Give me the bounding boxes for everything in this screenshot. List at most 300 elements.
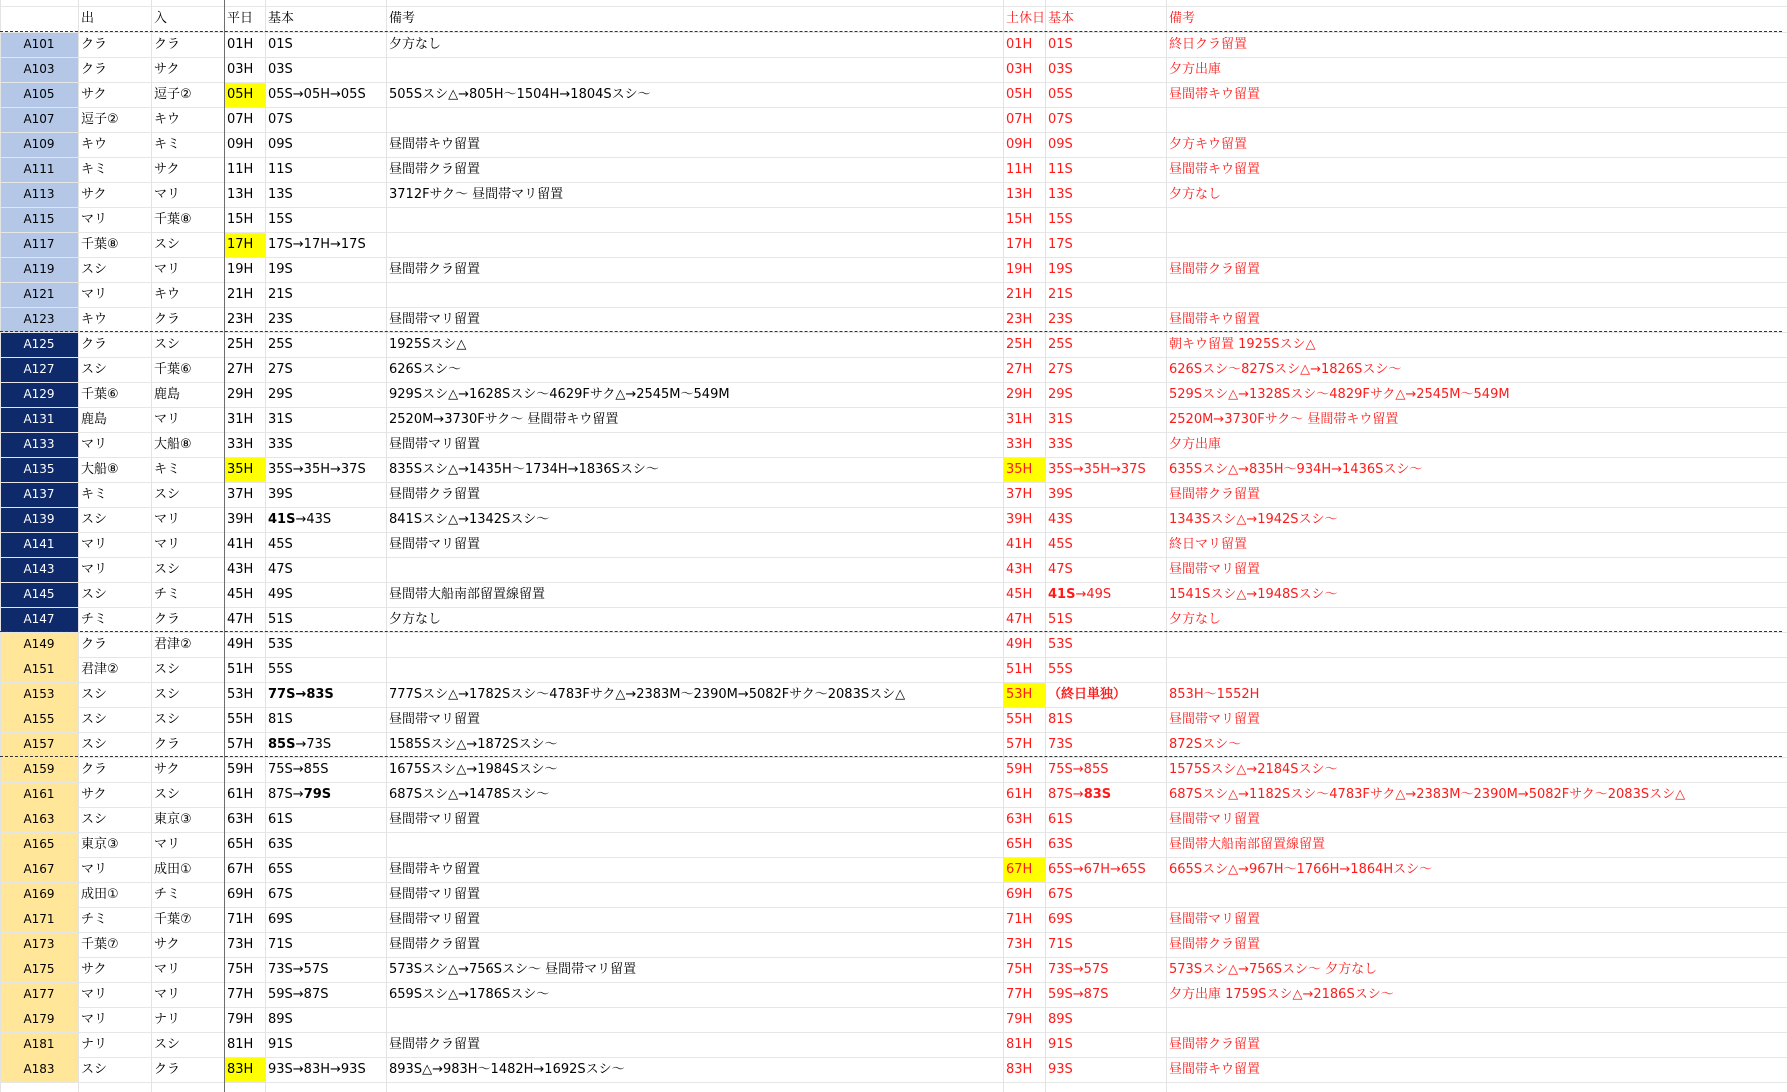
cell-wd[interactable]: 53H <box>227 687 254 702</box>
cell-we-note[interactable]: 終日マリ留置 <box>1169 537 1248 552</box>
cell-wd[interactable]: 77H <box>227 987 254 1002</box>
cell-out[interactable]: スシ <box>81 687 108 702</box>
cell-wd-note[interactable]: 1675Sスシ△→1984Sスシ～ <box>389 762 558 777</box>
cell-id[interactable]: A125 <box>0 332 78 357</box>
cell-out[interactable]: 千葉⑦ <box>81 937 119 952</box>
cell-in[interactable]: マリ <box>154 962 181 977</box>
cell-we[interactable]: 35H <box>1003 457 1045 482</box>
cell-we-note[interactable] <box>1166 882 1787 907</box>
cell-wd-note[interactable] <box>386 832 1003 857</box>
cell-wd-note[interactable]: 687Sスシ△→1478Sスシ～ <box>389 787 550 802</box>
cell-we-note[interactable]: 853H～1552H <box>1169 687 1260 702</box>
cell-wd-basic[interactable]: 33S <box>268 437 293 452</box>
cell-wd[interactable]: 69H <box>227 887 254 902</box>
cell-out[interactable]: ナリ <box>81 1037 108 1052</box>
cell-id[interactable]: A113 <box>0 182 78 207</box>
cell-we-basic[interactable]: 91S <box>1048 1037 1073 1052</box>
cell-id[interactable]: A121 <box>0 282 78 307</box>
cell-id[interactable]: A169 <box>0 882 78 907</box>
cell-we-note[interactable]: 529Sスシ△→1328Sスシ～4829Fサク△→2545M～549M <box>1169 387 1510 402</box>
cell-we-note[interactable]: 2520M→3730Fサク～ 昼間帯キウ留置 <box>1169 412 1399 427</box>
cell-we-basic[interactable]: 07S <box>1048 112 1073 127</box>
cell-we-note[interactable]: 夕方なし <box>1169 187 1222 202</box>
cell-wd-note[interactable]: 昼間帯マリ留置 <box>389 537 481 552</box>
cell-wd[interactable]: 73H <box>227 937 254 952</box>
cell-we[interactable]: 69H <box>1006 887 1033 902</box>
cell-wd-note[interactable]: 626Sスシ～ <box>389 362 462 377</box>
cell-id[interactable]: A163 <box>0 807 78 832</box>
cell-id[interactable]: A133 <box>0 432 78 457</box>
cell-we-basic[interactable]: 53S <box>1048 637 1073 652</box>
cell-id[interactable]: A151 <box>0 657 78 682</box>
cell-wd[interactable]: 21H <box>227 287 254 302</box>
cell-wd-note[interactable]: 昼間帯マリ留置 <box>389 887 481 902</box>
cell-wd[interactable]: 47H <box>227 612 254 627</box>
cell-out[interactable]: 千葉⑧ <box>81 237 119 252</box>
cell-we[interactable]: 61H <box>1006 787 1033 802</box>
cell-we[interactable]: 01H <box>1006 37 1033 52</box>
cell-we[interactable]: 83H <box>1006 1062 1033 1077</box>
cell-we-note[interactable] <box>1166 282 1787 307</box>
cell-wd[interactable]: 57H <box>227 737 254 752</box>
cell-we-basic[interactable]: 17S <box>1048 237 1073 252</box>
cell-we[interactable]: 03H <box>1006 62 1033 77</box>
cell-we-note[interactable]: 昼間帯クラ留置 <box>1169 262 1261 277</box>
cell-we[interactable]: 57H <box>1006 737 1033 752</box>
cell-we-basic[interactable]: 89S <box>1048 1012 1073 1027</box>
cell-wd[interactable]: 51H <box>227 662 254 677</box>
cell-wd-basic[interactable]: 87S→79S <box>268 787 332 802</box>
cell-we-note[interactable]: 昼間帯マリ留置 <box>1169 712 1261 727</box>
cell-wd-basic[interactable]: 67S <box>268 887 293 902</box>
cell-id[interactable]: A137 <box>0 482 78 507</box>
cell-out[interactable]: サク <box>81 187 107 202</box>
cell-we[interactable]: 15H <box>1006 212 1033 227</box>
cell-in[interactable]: 千葉⑧ <box>154 212 192 227</box>
cell-out[interactable]: スシ <box>81 812 108 827</box>
cell-we-note[interactable]: 1575Sスシ△→2184Sスシ～ <box>1169 762 1338 777</box>
cell-wd[interactable]: 15H <box>227 212 254 227</box>
cell-wd-basic[interactable]: 35S→35H→37S <box>268 462 366 477</box>
cell-in[interactable]: クラ <box>154 612 181 627</box>
cell-out[interactable]: キミ <box>81 162 108 177</box>
cell-in[interactable]: クラ <box>154 1062 181 1077</box>
cell-id[interactable]: A161 <box>0 782 78 807</box>
cell-in[interactable]: クラ <box>154 312 181 327</box>
cell-we[interactable]: 29H <box>1006 387 1033 402</box>
cell-wd-note[interactable] <box>386 232 1003 257</box>
cell-out[interactable]: サク <box>81 87 107 102</box>
cell-wd-note[interactable]: 929Sスシ△→1628Sスシ～4629Fサク△→2545M～549M <box>389 387 730 402</box>
cell-in[interactable]: 逗子② <box>154 87 192 102</box>
cell-we[interactable]: 23H <box>1006 312 1033 327</box>
cell-out[interactable]: 成田① <box>81 887 119 902</box>
cell-we-note[interactable]: 昼間帯マリ留置 <box>1169 912 1261 927</box>
cell-wd-basic[interactable]: 45S <box>268 537 293 552</box>
cell-we[interactable]: 31H <box>1006 412 1033 427</box>
cell-wd-note[interactable] <box>386 1007 1003 1032</box>
cell-wd-note[interactable]: 1585Sスシ△→1872Sスシ～ <box>389 737 558 752</box>
cell-wd-note[interactable] <box>386 207 1003 232</box>
cell-out[interactable]: キミ <box>81 487 108 502</box>
cell-we[interactable]: 17H <box>1006 237 1033 252</box>
cell-we-basic[interactable]: 23S <box>1048 312 1073 327</box>
cell-wd-basic[interactable]: 13S <box>268 187 293 202</box>
cell-wd-note[interactable]: 昼間帯クラ留置 <box>389 262 481 277</box>
cell-wd-basic[interactable]: 73S→57S <box>268 962 329 977</box>
cell-in[interactable]: キウ <box>154 287 181 302</box>
cell-we-note[interactable] <box>1166 232 1787 257</box>
cell-wd-note[interactable]: 昼間帯マリ留置 <box>389 437 481 452</box>
cell-we-basic[interactable]: 05S <box>1048 87 1073 102</box>
cell-wd-note[interactable]: 昼間帯キウ留置 <box>389 137 481 152</box>
cell-wd-note[interactable]: 昼間帯マリ留置 <box>389 312 481 327</box>
cell-wd[interactable]: 03H <box>227 62 254 77</box>
cell-we-basic[interactable]: 69S <box>1048 912 1073 927</box>
cell-we-note[interactable]: 夕方なし <box>1169 612 1222 627</box>
cell-id[interactable]: A165 <box>0 832 78 857</box>
cell-we[interactable]: 09H <box>1006 137 1033 152</box>
cell-wd-basic[interactable]: 23S <box>268 312 293 327</box>
cell-we-basic[interactable]: 01S <box>1048 37 1073 52</box>
cell-id[interactable]: A177 <box>0 982 78 1007</box>
cell-in[interactable]: スシ <box>154 787 181 802</box>
cell-we-basic[interactable]: 93S <box>1048 1062 1073 1077</box>
cell-we-basic[interactable]: 15S <box>1048 212 1073 227</box>
cell-in[interactable]: 千葉⑥ <box>154 362 192 377</box>
cell-we[interactable]: 73H <box>1006 937 1033 952</box>
cell-wd-basic[interactable]: 89S <box>268 1012 293 1027</box>
cell-wd-note[interactable]: 841Sスシ△→1342Sスシ～ <box>389 512 550 527</box>
cell-id[interactable]: A135 <box>0 457 78 482</box>
cell-wd-note[interactable]: 3712Fサク～ 昼間帯マリ留置 <box>389 187 564 202</box>
cell-we[interactable]: 71H <box>1006 912 1033 927</box>
cell-wd[interactable]: 83H <box>224 1057 265 1082</box>
cell-we[interactable]: 79H <box>1006 1012 1033 1027</box>
cell-wd-basic[interactable]: 75S→85S <box>268 762 329 777</box>
cell-we-note[interactable]: 635Sスシ△→835H～934H→1436Sスシ～ <box>1169 462 1423 477</box>
cell-in[interactable]: スシ <box>154 337 181 352</box>
cell-we-note[interactable]: 昼間帯クラ留置 <box>1169 487 1261 502</box>
cell-wd-note[interactable]: 1925Sスシ△ <box>389 337 467 352</box>
cell-out[interactable]: サク <box>81 962 107 977</box>
cell-id[interactable]: A159 <box>0 757 78 782</box>
cell-in[interactable]: スシ <box>154 1037 181 1052</box>
cell-id[interactable]: A157 <box>0 732 78 757</box>
cell-out[interactable]: マリ <box>81 537 108 552</box>
cell-wd-basic[interactable]: 09S <box>268 137 293 152</box>
cell-id[interactable]: A103 <box>0 57 78 82</box>
cell-wd-basic[interactable]: 81S <box>268 712 293 727</box>
cell-wd[interactable]: 07H <box>227 112 254 127</box>
cell-out[interactable]: 東京③ <box>81 837 119 852</box>
cell-id[interactable]: A123 <box>0 307 78 332</box>
cell-wd-note[interactable]: 昼間帯クラ留置 <box>389 937 481 952</box>
cell-wd-basic[interactable]: 29S <box>268 387 293 402</box>
cell-wd[interactable]: 39H <box>227 512 254 527</box>
cell-we-basic[interactable]: 81S <box>1048 712 1073 727</box>
cell-wd-basic[interactable]: 27S <box>268 362 293 377</box>
cell-we-basic[interactable]: 09S <box>1048 137 1073 152</box>
cell-wd[interactable]: 33H <box>227 437 254 452</box>
cell-we[interactable]: 45H <box>1006 587 1033 602</box>
cell-we-basic[interactable]: 51S <box>1048 612 1073 627</box>
cell-we-note[interactable]: 昼間帯キウ留置 <box>1169 87 1261 102</box>
cell-in[interactable]: スシ <box>154 562 181 577</box>
cell-in[interactable]: 千葉⑦ <box>154 912 192 927</box>
cell-out[interactable]: 大船⑧ <box>81 462 119 477</box>
cell-we[interactable]: 19H <box>1006 262 1033 277</box>
cell-we[interactable]: 77H <box>1006 987 1033 1002</box>
cell-wd[interactable]: 75H <box>227 962 254 977</box>
cell-we-basic[interactable]: 47S <box>1048 562 1073 577</box>
cell-id[interactable]: A117 <box>0 232 78 257</box>
cell-id[interactable]: A179 <box>0 1007 78 1032</box>
cell-wd-basic[interactable]: 39S <box>268 487 293 502</box>
cell-in[interactable]: マリ <box>154 537 181 552</box>
cell-we-note[interactable]: 1541Sスシ△→1948Sスシ～ <box>1169 587 1338 602</box>
cell-out[interactable]: クラ <box>81 762 108 777</box>
cell-we[interactable]: 33H <box>1006 437 1033 452</box>
cell-wd[interactable]: 31H <box>227 412 254 427</box>
cell-we-basic[interactable]: 11S <box>1048 162 1073 177</box>
cell-we[interactable]: 41H <box>1006 537 1033 552</box>
cell-we-basic[interactable]: 25S <box>1048 337 1073 352</box>
cell-wd-basic[interactable]: 63S <box>268 837 293 852</box>
cell-out[interactable]: スシ <box>81 362 108 377</box>
cell-wd[interactable]: 29H <box>227 387 254 402</box>
cell-wd-basic[interactable]: 49S <box>268 587 293 602</box>
cell-we-basic[interactable]: 63S <box>1048 837 1073 852</box>
cell-wd-note[interactable]: 777Sスシ△→1782Sスシ～4783Fサク△→2383M～2390M→5082Fサク～2083Sスシ△ <box>389 687 906 702</box>
cell-we[interactable]: 13H <box>1006 187 1033 202</box>
cell-out[interactable]: チミ <box>81 912 108 927</box>
cell-we[interactable]: 11H <box>1006 162 1033 177</box>
cell-wd-basic[interactable]: 19S <box>268 262 293 277</box>
cell-out[interactable]: マリ <box>81 862 108 877</box>
cell-wd-basic[interactable]: 31S <box>268 412 293 427</box>
cell-out[interactable]: マリ <box>81 437 108 452</box>
cell-we[interactable]: 75H <box>1006 962 1033 977</box>
cell-we-basic[interactable]: 31S <box>1048 412 1073 427</box>
cell-id[interactable]: A143 <box>0 557 78 582</box>
cell-in[interactable]: ナリ <box>154 1012 181 1027</box>
cell-wd[interactable]: 63H <box>227 812 254 827</box>
cell-in[interactable]: 君津② <box>154 637 192 652</box>
cell-in[interactable]: マリ <box>154 262 181 277</box>
cell-id[interactable]: A147 <box>0 607 78 632</box>
cell-in[interactable]: クラ <box>154 737 181 752</box>
cell-wd[interactable]: 79H <box>227 1012 254 1027</box>
cell-wd[interactable]: 27H <box>227 362 254 377</box>
cell-out[interactable]: キウ <box>81 312 108 327</box>
cell-wd-basic[interactable]: 59S→87S <box>268 987 329 1002</box>
cell-wd-note[interactable] <box>386 107 1003 132</box>
cell-wd[interactable]: 41H <box>227 537 254 552</box>
cell-out[interactable]: 鹿島 <box>81 412 108 427</box>
cell-we-note[interactable]: 昼間帯大船南部留置線留置 <box>1169 837 1326 852</box>
cell-wd[interactable]: 19H <box>227 262 254 277</box>
cell-we-basic[interactable]: 41S→49S <box>1048 587 1112 602</box>
cell-wd-note[interactable] <box>386 657 1003 682</box>
cell-wd-basic[interactable]: 01S <box>268 37 293 52</box>
cell-wd-note[interactable]: 昼間帯大船南部留置線留置 <box>389 587 546 602</box>
cell-wd-basic[interactable]: 69S <box>268 912 293 927</box>
cell-id[interactable]: A183 <box>0 1057 78 1082</box>
cell-wd-note[interactable]: 昼間帯クラ留置 <box>389 162 481 177</box>
cell-out[interactable]: マリ <box>81 1012 108 1027</box>
cell-in[interactable]: チミ <box>154 587 181 602</box>
cell-wd-basic[interactable]: 91S <box>268 1037 293 1052</box>
cell-we-note[interactable]: 昼間帯マリ留置 <box>1169 562 1261 577</box>
cell-id[interactable]: A127 <box>0 357 78 382</box>
cell-we[interactable]: 21H <box>1006 287 1033 302</box>
cell-we[interactable]: 67H <box>1003 857 1045 882</box>
cell-we-note[interactable]: 626Sスシ～827Sスシ△→1826Sスシ～ <box>1169 362 1402 377</box>
cell-wd-note[interactable]: 昼間帯マリ留置 <box>389 812 481 827</box>
cell-out[interactable]: クラ <box>81 62 108 77</box>
cell-we-note[interactable]: 昼間帯クラ留置 <box>1169 1037 1261 1052</box>
cell-wd-note[interactable]: 2520M→3730Fサク～ 昼間帯キウ留置 <box>389 412 619 427</box>
cell-we[interactable]: 59H <box>1006 762 1033 777</box>
cell-wd[interactable]: 43H <box>227 562 254 577</box>
cell-id[interactable]: A139 <box>0 507 78 532</box>
cell-we-note[interactable]: 終日クラ留置 <box>1169 37 1248 52</box>
cell-in[interactable]: マリ <box>154 987 181 1002</box>
cell-in[interactable]: クラ <box>154 37 181 52</box>
cell-we[interactable]: 49H <box>1006 637 1033 652</box>
cell-out[interactable]: スシ <box>81 512 108 527</box>
cell-we[interactable]: 05H <box>1006 87 1033 102</box>
cell-wd[interactable]: 35H <box>224 457 265 482</box>
cell-in[interactable]: マリ <box>154 412 181 427</box>
cell-in[interactable]: スシ <box>154 712 181 727</box>
cell-wd-basic[interactable]: 17S→17H→17S <box>268 237 366 252</box>
cell-we[interactable]: 07H <box>1006 112 1033 127</box>
cell-we-basic[interactable]: 71S <box>1048 937 1073 952</box>
cell-we[interactable]: 47H <box>1006 612 1033 627</box>
cell-wd[interactable]: 59H <box>227 762 254 777</box>
cell-in[interactable]: 成田① <box>154 862 192 877</box>
cell-we-basic[interactable]: 19S <box>1048 262 1073 277</box>
cell-we-basic[interactable]: 21S <box>1048 287 1073 302</box>
cell-we-note[interactable] <box>1166 107 1787 132</box>
cell-we[interactable]: 43H <box>1006 562 1033 577</box>
cell-wd-note[interactable]: 夕方なし <box>389 612 442 627</box>
cell-we-note[interactable]: 夕方出庫 <box>1169 62 1222 77</box>
cell-out[interactable]: クラ <box>81 37 108 52</box>
cell-wd-note[interactable]: 835Sスシ△→1435H～1734H→1836Sスシ～ <box>389 462 659 477</box>
cell-out[interactable]: 君津② <box>81 662 119 677</box>
cell-id[interactable]: A149 <box>0 632 78 657</box>
cell-wd-note[interactable]: 昼間帯クラ留置 <box>389 487 481 502</box>
cell-we-note[interactable]: 朝キウ留置 1925Sスシ△ <box>1169 337 1316 352</box>
cell-we-basic[interactable]: 65S→67H→65S <box>1048 862 1146 877</box>
cell-out[interactable]: クラ <box>81 337 108 352</box>
cell-out[interactable]: スシ <box>81 712 108 727</box>
cell-wd[interactable]: 49H <box>227 637 254 652</box>
cell-we[interactable]: 27H <box>1006 362 1033 377</box>
cell-we-basic[interactable]: 75S→85S <box>1048 762 1109 777</box>
cell-we[interactable]: 63H <box>1006 812 1033 827</box>
cell-out[interactable]: マリ <box>81 562 108 577</box>
cell-we-note[interactable]: 昼間帯キウ留置 <box>1169 1062 1261 1077</box>
cell-in[interactable]: サク <box>154 62 180 77</box>
cell-wd-note[interactable]: 573Sスシ△→756Sスシ～ 昼間帯マリ留置 <box>389 962 637 977</box>
cell-in[interactable]: 大船⑧ <box>154 437 192 452</box>
cell-wd[interactable]: 25H <box>227 337 254 352</box>
cell-we[interactable]: 55H <box>1006 712 1033 727</box>
cell-id[interactable]: A111 <box>0 157 78 182</box>
cell-we-basic[interactable]: 39S <box>1048 487 1073 502</box>
cell-wd[interactable]: 05H <box>224 82 265 107</box>
cell-we-note[interactable]: 昼間帯キウ留置 <box>1169 312 1261 327</box>
cell-out[interactable]: マリ <box>81 212 108 227</box>
cell-we-note[interactable]: 昼間帯マリ留置 <box>1169 812 1261 827</box>
cell-wd-basic[interactable]: 05S→05H→05S <box>268 87 366 102</box>
cell-out[interactable]: マリ <box>81 287 108 302</box>
cell-wd-basic[interactable]: 11S <box>268 162 293 177</box>
cell-wd-note[interactable]: 893S△→983H～1482H→1692Sスシ～ <box>389 1062 625 1077</box>
cell-wd-basic[interactable]: 71S <box>268 937 293 952</box>
cell-out[interactable]: スシ <box>81 587 108 602</box>
cell-we-note[interactable]: 夕方キウ留置 <box>1169 137 1248 152</box>
cell-id[interactable]: A129 <box>0 382 78 407</box>
cell-wd[interactable]: 55H <box>227 712 254 727</box>
cell-wd-basic[interactable]: 25S <box>268 337 293 352</box>
cell-id[interactable]: A109 <box>0 132 78 157</box>
cell-wd[interactable]: 65H <box>227 837 254 852</box>
cell-wd-basic[interactable]: 53S <box>268 637 293 652</box>
cell-wd[interactable]: 71H <box>227 912 254 927</box>
cell-id[interactable]: A115 <box>0 207 78 232</box>
cell-wd[interactable]: 37H <box>227 487 254 502</box>
cell-we-note[interactable]: 昼間帯キウ留置 <box>1169 162 1261 177</box>
cell-we-note[interactable]: 夕方出庫 1759Sスシ△→2186Sスシ～ <box>1169 987 1394 1002</box>
cell-wd[interactable]: 61H <box>227 787 254 802</box>
cell-we-basic[interactable]: 67S <box>1048 887 1073 902</box>
cell-we-basic[interactable]: 29S <box>1048 387 1073 402</box>
cell-id[interactable]: A173 <box>0 932 78 957</box>
cell-wd-note[interactable]: 昼間帯キウ留置 <box>389 862 481 877</box>
cell-we-note[interactable] <box>1166 657 1787 682</box>
cell-id[interactable]: A153 <box>0 682 78 707</box>
cell-out[interactable]: 千葉⑥ <box>81 387 119 402</box>
cell-wd-note[interactable]: 昼間帯マリ留置 <box>389 912 481 927</box>
cell-in[interactable]: 鹿島 <box>154 387 181 402</box>
cell-in[interactable]: マリ <box>154 187 181 202</box>
cell-we-basic[interactable]: 61S <box>1048 812 1073 827</box>
cell-wd[interactable]: 67H <box>227 862 254 877</box>
cell-we-basic[interactable]: 03S <box>1048 62 1073 77</box>
cell-id[interactable]: A119 <box>0 257 78 282</box>
cell-wd-note[interactable] <box>386 557 1003 582</box>
cell-we-note[interactable] <box>1166 632 1787 657</box>
cell-we-basic[interactable]: 33S <box>1048 437 1073 452</box>
cell-wd[interactable]: 09H <box>227 137 254 152</box>
cell-wd-note[interactable]: 夕方なし <box>389 37 442 52</box>
cell-we[interactable]: 25H <box>1006 337 1033 352</box>
cell-in[interactable]: スシ <box>154 237 181 252</box>
cell-in[interactable]: 東京③ <box>154 812 192 827</box>
cell-wd-basic[interactable]: 61S <box>268 812 293 827</box>
cell-we-note[interactable]: 昼間帯クラ留置 <box>1169 937 1261 952</box>
cell-out[interactable]: スシ <box>81 737 108 752</box>
cell-we-basic[interactable]: 59S→87S <box>1048 987 1109 1002</box>
cell-wd-basic[interactable]: 47S <box>268 562 293 577</box>
cell-id[interactable]: A141 <box>0 532 78 557</box>
cell-we-basic[interactable]: 73S <box>1048 737 1073 752</box>
